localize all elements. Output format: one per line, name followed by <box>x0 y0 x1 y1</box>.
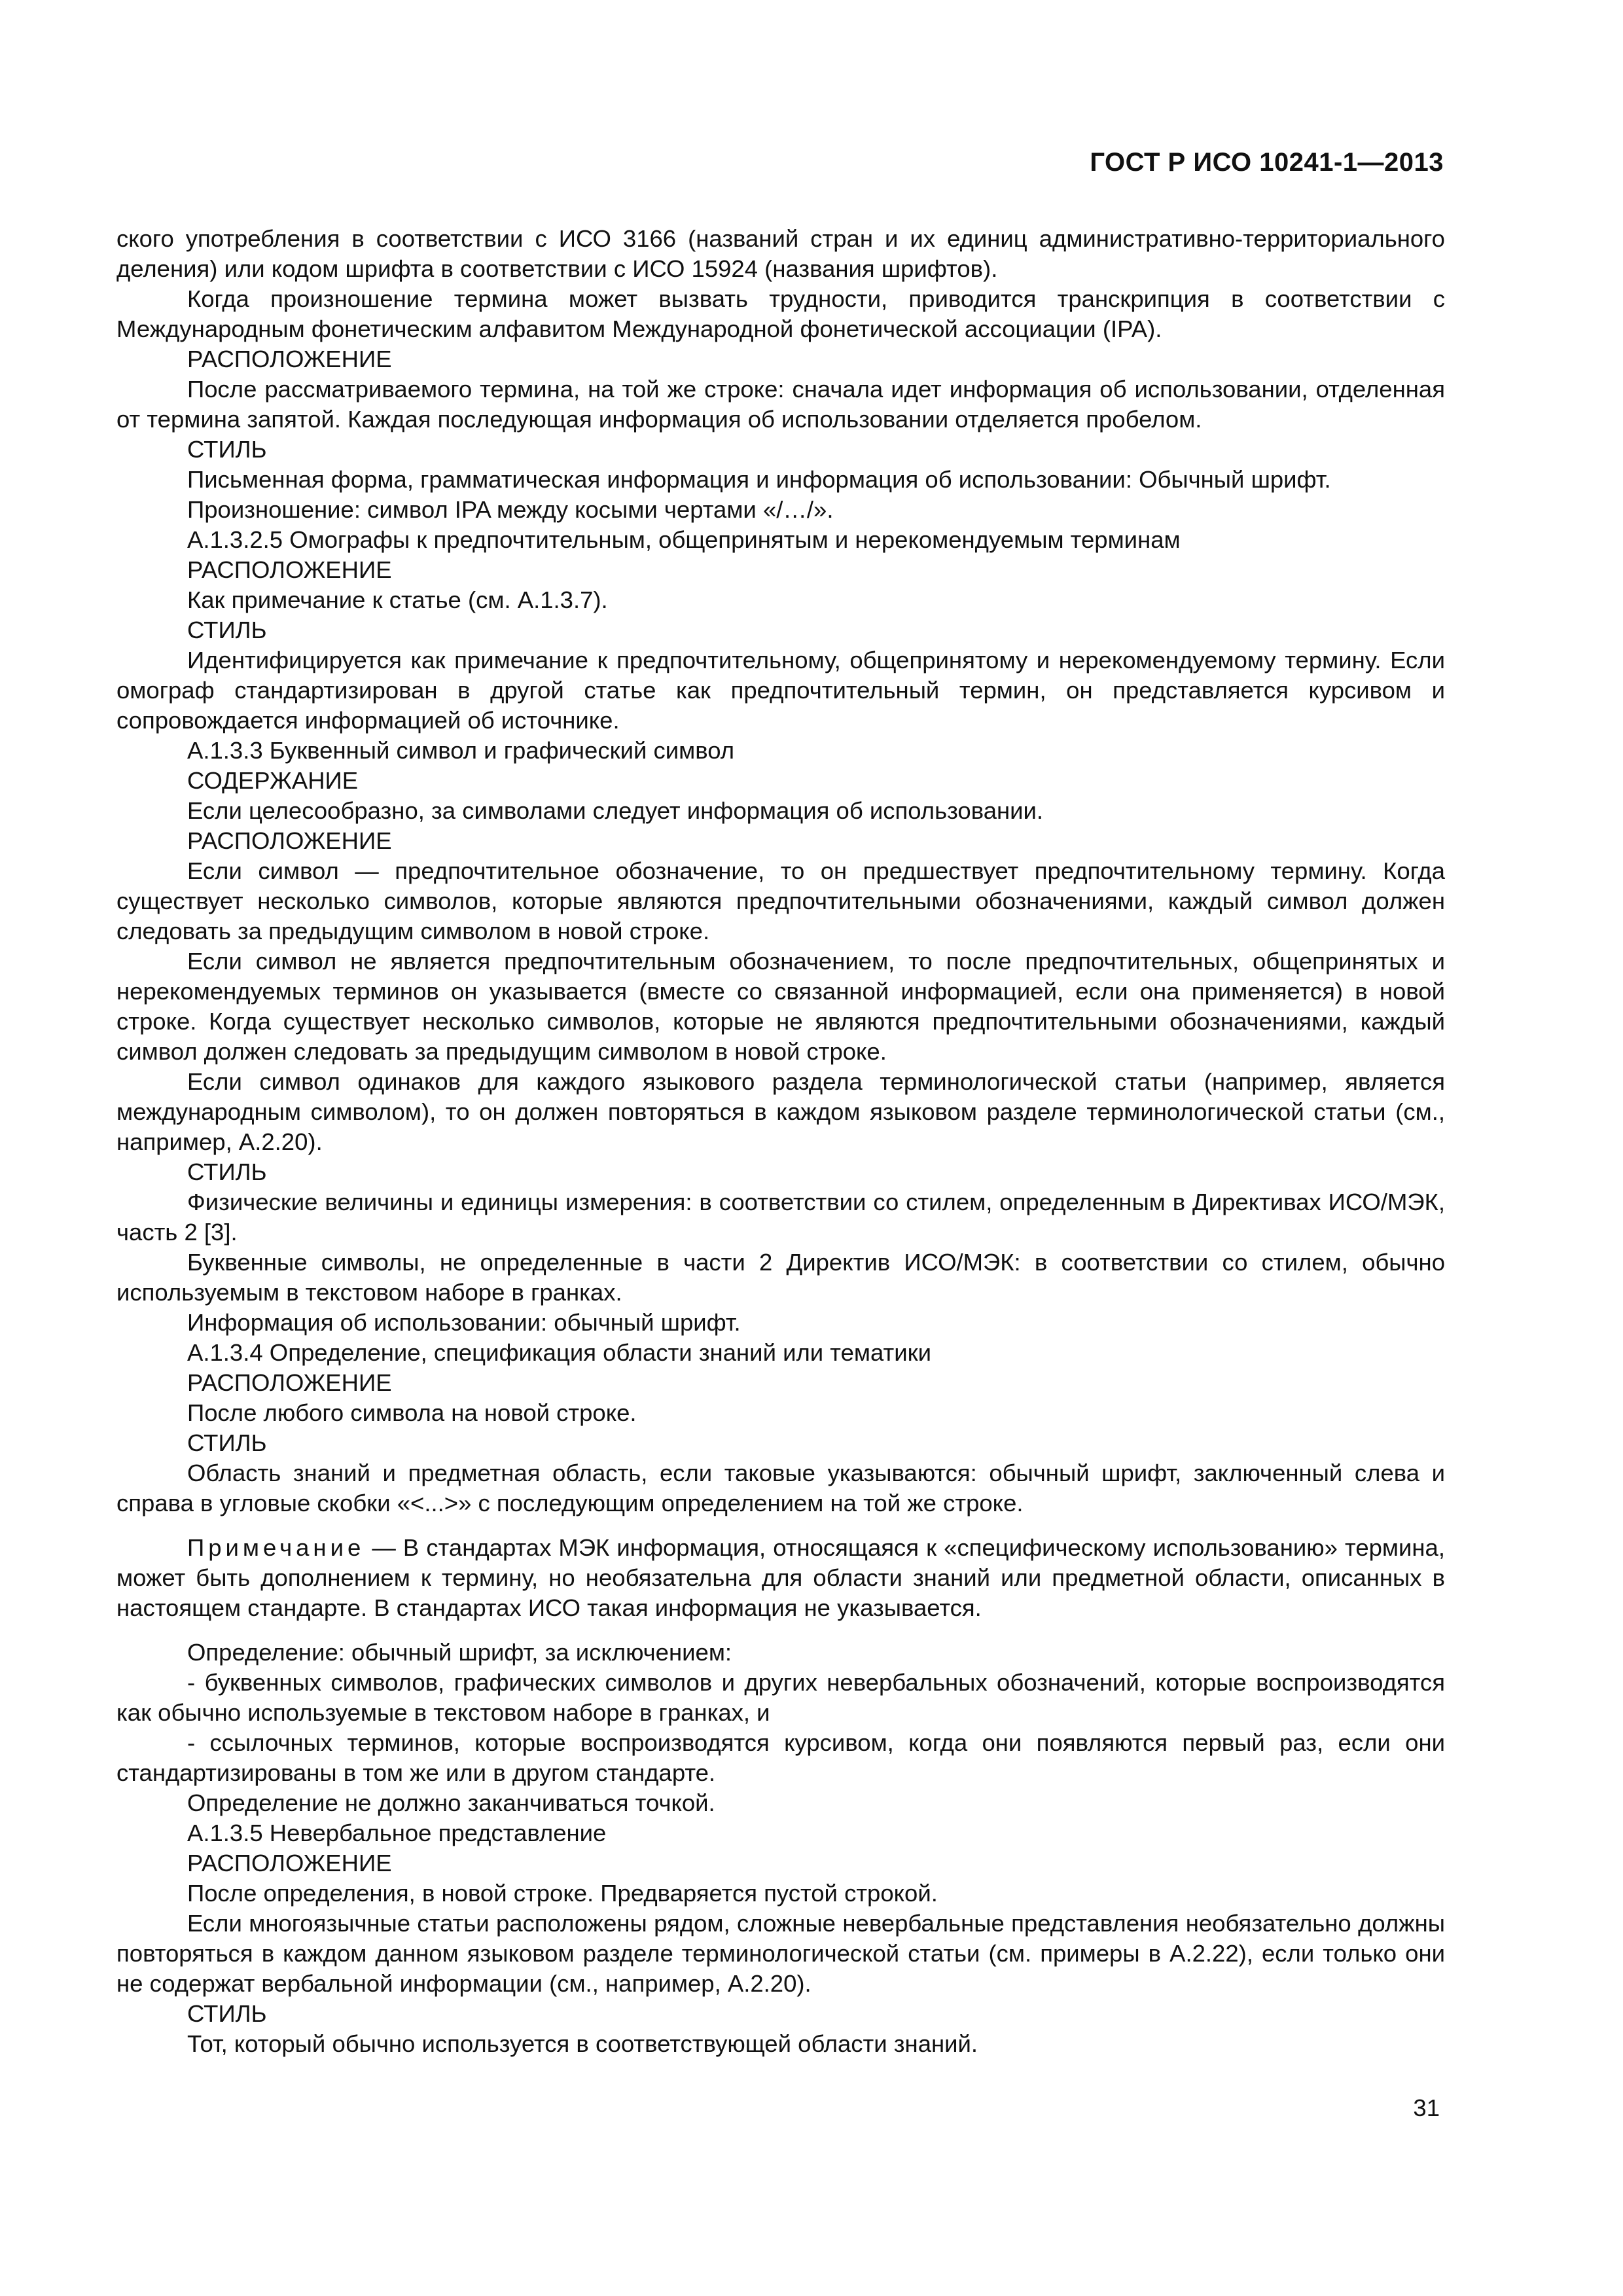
note-text: — В стандартах МЭК информация, относящаяся к «специфическому использованию» термина, может быть дополнением к термину, но необязательна для области знаний или предметной области, описанных в настоящем стандарте. В стандартах ИСО такая информация не указывается. <box>116 1534 1445 1621</box>
section-label: РАСПОЛОЖЕНИЕ <box>187 1850 392 1876</box>
paragraph: Тот, который обычно используется в соответствующей области знаний. <box>187 2030 978 2057</box>
paragraph: Определение: обычный шрифт, за исключением: <box>187 1639 732 1666</box>
section-label: РАСПОЛОЖЕНИЕ <box>187 827 392 854</box>
paragraph: Если символ не является предпочтительным обозначением, то после предпочтительных, общепринятых и нерекомендуемых терминов он указывается (вместе со связанной информацией, если она применяется) в новой строке. Когда существует несколько символов, которые не являются предпочтительными обозначениями, каждый символ должен следовать за предыдущим символом в новой строке. <box>116 948 1445 1065</box>
paragraph: Когда произношение термина может вызвать трудности, приводится транскрипция в соответствии с Международным фонетическим алфавитом Международной фонетической ассоциации (IPA). <box>116 285 1445 342</box>
paragraph: Информация об использовании: обычный шрифт. <box>187 1309 741 1336</box>
section-label: СТИЛЬ <box>187 617 267 643</box>
note-label: Примечание <box>187 1534 365 1561</box>
paragraph: Как примечание к статье (см. А.1.3.7). <box>187 586 608 613</box>
paragraph: Если целесообразно, за символами следует информация об использовании. <box>187 797 1044 824</box>
clause-heading: А.1.3.4 Определение, спецификация области знаний или тематики <box>187 1339 931 1366</box>
document-code-header: ГОСТ Р ИСО 10241-1—2013 <box>1090 148 1444 177</box>
paragraph: Буквенные символы, не определенные в части 2 Директив ИСО/МЭК: в соответствии со стилем, обычно используемым в текстовом наборе в гранках. <box>116 1249 1445 1306</box>
document-body <box>116 224 1445 2059</box>
paragraph: Область знаний и предметная область, если таковые указываются: обычный шрифт, заключенный слева и справа в угловые скобки «<...>» с последующим определением на той же строке. <box>116 1460 1445 1516</box>
section-label: СТИЛЬ <box>187 436 267 463</box>
list-item: - ссылочных терминов, которые воспроизводятся курсивом, когда они появляются первый раз, если они стандартизированы в том же или в другом стандарте. <box>116 1729 1445 1786</box>
paragraph: Если символ — предпочтительное обозначение, то он предшествует предпочтительному термину. Когда существует несколько символов, которые являются предпочтительными обозначениями, каждый символ должен следовать за предыдущим символом в новой строке. <box>116 857 1445 944</box>
section-label: РАСПОЛОЖЕНИЕ <box>187 1369 392 1396</box>
note-paragraph <box>116 1533 1445 1623</box>
clause-heading: А.1.3.2.5 Омографы к предпочтительным, общепринятым и нерекомендуемым терминам <box>187 526 1181 553</box>
paragraph: Письменная форма, грамматическая информация и информация об использовании: Обычный шрифт. <box>187 466 1331 493</box>
list-item: - буквенных символов, графических символов и других невербальных обозначений, которые воспроизводятся как обычно используемые в текстовом наборе в гранках, и <box>116 1669 1445 1726</box>
paragraph: Если многоязычные статьи расположены рядом, сложные невербальные представления необязательно должны повторяться в каждом данном языковом разделе терминологической статьи (см. примеры в А.2.22), если только они не содержат вербальной информации (см., например, А.2.20). <box>116 1910 1445 1997</box>
paragraph: После определения, в новой строке. Предваряется пустой строкой. <box>187 1880 938 1907</box>
clause-heading: А.1.3.5 Невербальное представление <box>187 1820 607 1846</box>
paragraph: ского употребления в соответствии с ИСО 3166 (названий стран и их единиц административно-территориального деления) или кодом шрифта в соответствии с ИСО 15924 (названия шрифтов). <box>116 225 1445 282</box>
section-label: СТИЛЬ <box>187 1429 267 1456</box>
page-number: 31 <box>1413 2094 1440 2121</box>
paragraph: Идентифицируется как примечание к предпочтительному, общепринятому и нерекомендуемому термину. Если омограф стандартизирован в другой статье как предпочтительный термин, он представляется курсивом и сопровождается информацией об источнике. <box>116 647 1445 734</box>
section-label: СОДЕРЖАНИЕ <box>187 767 359 794</box>
paragraph: Физические величины и единицы измерения: в соответствии со стилем, определенным в Директивах ИСО/МЭК, часть 2 [3]. <box>116 1189 1445 1246</box>
paragraph: После рассматриваемого термина, на той же строке: сначала идет информация об использовании, отделенная от термина запятой. Каждая последующая информация об использовании отделяется пробелом. <box>116 376 1445 433</box>
section-label: СТИЛЬ <box>187 2000 267 2027</box>
paragraph: Определение не должно заканчиваться точкой. <box>187 1789 715 1816</box>
clause-heading: А.1.3.3 Буквенный символ и графический символ <box>187 737 735 764</box>
section-label: РАСПОЛОЖЕНИЕ <box>187 556 392 583</box>
paragraph: После любого символа на новой строке. <box>187 1399 637 1426</box>
section-label: СТИЛЬ <box>187 1158 267 1185</box>
paragraph: Если символ одинаков для каждого языкового раздела терминологической статьи (например, является международным символом), то он должен повторяться в каждом языковом разделе терминологической статьи (см., например, А.2.20). <box>116 1068 1445 1155</box>
section-label: РАСПОЛОЖЕНИЕ <box>187 346 392 372</box>
paragraph: Произношение: символ IPA между косыми чертами «/…/». <box>187 496 834 523</box>
